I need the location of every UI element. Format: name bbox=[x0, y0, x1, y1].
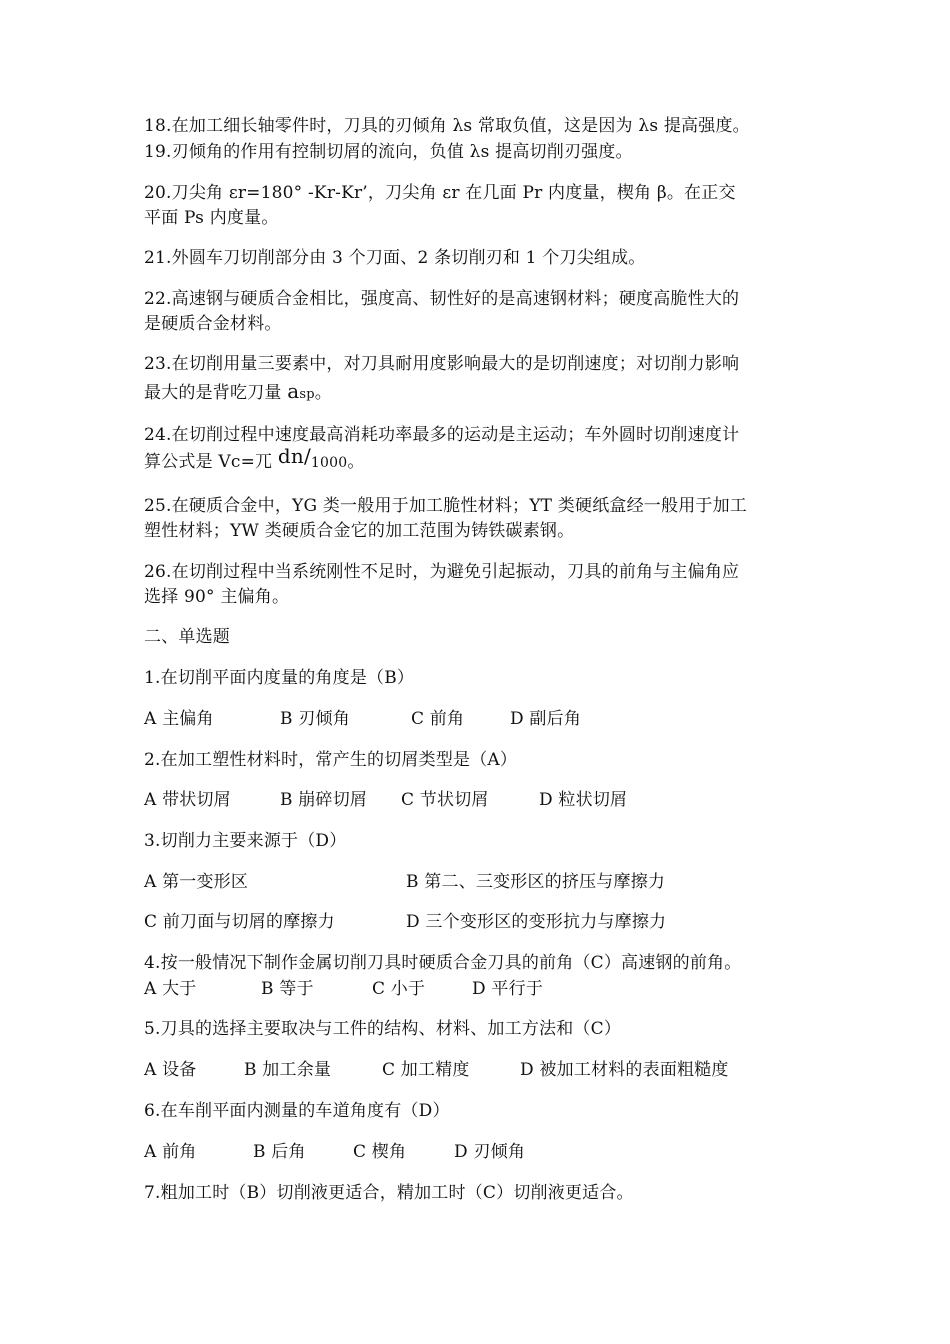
option-b: B 第二、三变形区的挤压与摩擦力 bbox=[406, 872, 666, 892]
question-22-line1: 22.高速钢与硬质合金相比，强度高、韧性好的是高速钢材料；硬度高脆性大的 bbox=[144, 289, 740, 309]
mc-question-6: 6.在车削平面内测量的车道角度有（D） bbox=[144, 1101, 450, 1121]
option-c: C 前角 bbox=[411, 709, 465, 729]
option-a: A 设备 bbox=[144, 1060, 197, 1080]
option-d: D 刃倾角 bbox=[454, 1142, 526, 1162]
question-26-line2: 选择 90° 主偏角。 bbox=[144, 587, 290, 607]
option-b: B 加工余量 bbox=[244, 1060, 332, 1080]
option-a: A 带状切屑 bbox=[144, 790, 231, 810]
formula-end: 。 bbox=[347, 452, 365, 472]
formula-prefix: 算公式是 Vc=兀 bbox=[144, 452, 278, 472]
option-c: C 加工精度 bbox=[382, 1060, 470, 1080]
question-19: 19.刃倾角的作用有控制切屑的流向，负值 λs 提高切削刃强度。 bbox=[144, 142, 633, 162]
question-25-line1: 25.在硬质合金中，YG 类一般用于加工脆性材料；YT 类硬纸盒经一般用于加工 bbox=[144, 496, 748, 516]
option-b: B 刃倾角 bbox=[280, 709, 350, 729]
option-a: A 第一变形区 bbox=[144, 872, 249, 892]
question-23-line2 bbox=[144, 379, 332, 407]
option-b: B 等于 bbox=[261, 979, 314, 999]
option-d: D 三个变形区的变形抗力与摩擦力 bbox=[406, 912, 667, 932]
mc-question-7: 7.粗加工时（B）切削液更适合，精加工时（C）切削液更适合。 bbox=[144, 1183, 634, 1203]
question-20-line1: 20.刀尖角 εr=180° -Kr-Kr’，刀尖角 εr 在几面 Pr 内度量，楔角 β。在正交 bbox=[144, 183, 736, 203]
question-22-line2: 是硬质合金材料。 bbox=[144, 314, 282, 334]
option-c: C 小于 bbox=[372, 979, 426, 999]
question-20-line2: 平面 Ps 内度量。 bbox=[144, 208, 279, 228]
option-b: B 后角 bbox=[253, 1142, 306, 1162]
question-26-line1: 26.在切削过程中当系统刚性不足时，为避免引起振动，刀具的前角与主偏角应 bbox=[144, 562, 740, 582]
symbol-sp-subscript: sp bbox=[299, 387, 315, 402]
question-24-line1: 24.在切削过程中速度最高消耗功率最多的运动是主运动；车外圆时切削速度计 bbox=[144, 425, 740, 445]
option-c: C 前刀面与切屑的摩擦力 bbox=[144, 912, 335, 932]
mc-question-1: 1.在切削平面内度量的角度是（B） bbox=[144, 668, 415, 688]
question-23-line1: 23.在切削用量三要素中，对刀具耐用度影响最大的是切削速度；对切削力影响 bbox=[144, 354, 740, 374]
option-d: D 被加工材料的表面粗糙度 bbox=[520, 1060, 729, 1080]
mc-question-3: 3.切削力主要来源于（D） bbox=[144, 831, 347, 851]
symbol-a: a bbox=[287, 379, 300, 403]
option-c: C 节状切屑 bbox=[401, 790, 489, 810]
question-24-line2 bbox=[144, 444, 365, 475]
question-25-line2: 塑性材料；YW 类硬质合金它的加工范围为铸铁碳素钢。 bbox=[144, 521, 575, 541]
option-b: B 崩碎切屑 bbox=[280, 790, 368, 810]
option-d: D 平行于 bbox=[472, 979, 544, 999]
formula-numerator: dn/ bbox=[277, 444, 311, 468]
option-c: C 楔角 bbox=[353, 1142, 407, 1162]
option-a: A 主偏角 bbox=[144, 709, 214, 729]
option-d: D 副后角 bbox=[510, 709, 582, 729]
formula-denominator: 1000 bbox=[310, 455, 348, 471]
mc-question-2: 2.在加工塑性材料时，常产生的切屑类型是（A） bbox=[144, 750, 518, 770]
question-18: 18.在加工细长轴零件时，刀具的刃倾角 λs 常取负值，这是因为 λs 提高强度。 bbox=[144, 116, 750, 136]
mc-question-4: 4.按一般情况下制作金属切削刀具时硬质合金刀具的前角（C）高速钢的前角。 bbox=[144, 953, 742, 973]
option-a: A 前角 bbox=[144, 1142, 197, 1162]
section-heading: 二、单选题 bbox=[144, 627, 230, 647]
mc-question-5: 5.刀具的选择主要取决与工件的结构、材料、加工方法和（C） bbox=[144, 1019, 622, 1039]
option-d: D 粒状切屑 bbox=[539, 790, 628, 810]
option-a: A 大于 bbox=[144, 979, 197, 999]
question-21: 21.外圆车刀切削部分由 3 个刀面、2 条切削刃和 1 个刀尖组成。 bbox=[144, 248, 646, 268]
question-23-text: 最大的是背吃刀量 bbox=[144, 383, 288, 403]
question-23-end: 。 bbox=[314, 383, 332, 403]
